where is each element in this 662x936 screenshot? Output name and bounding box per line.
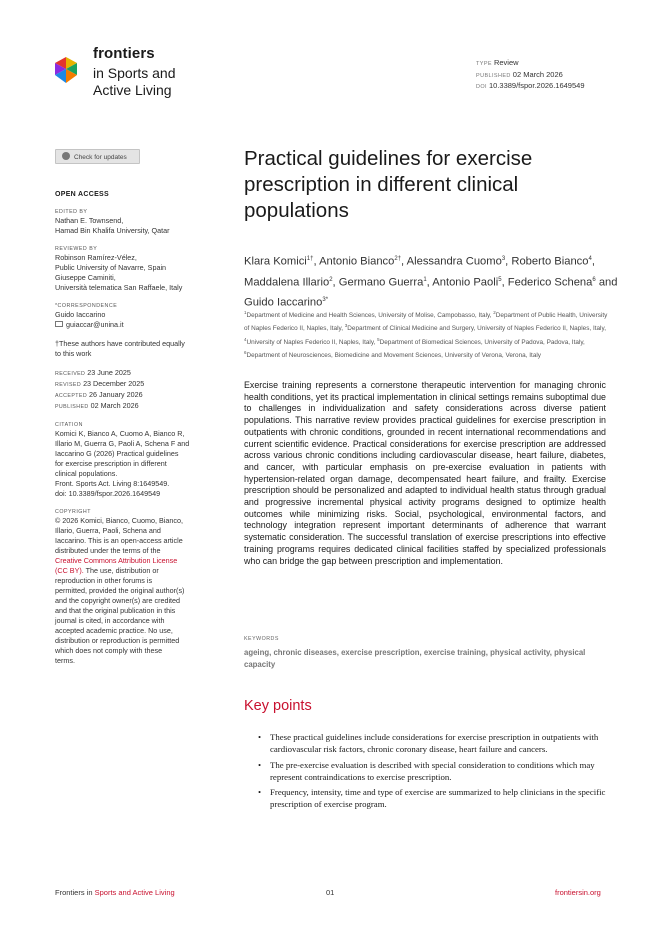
brand-name: frontiers [93, 45, 155, 62]
article-title [244, 146, 624, 224]
copyright-label: COPYRIGHT [55, 509, 91, 515]
affiliation-number: 4 [244, 336, 247, 342]
received-label: RECEIVED [55, 371, 86, 377]
footer-prefix: Frontiers in [55, 888, 95, 897]
equal-contribution-note-cont: to this work [55, 349, 92, 358]
copyright-line: Iaccarino. This is an open-access article [55, 536, 183, 545]
keywords: ageing, chronic diseases, exercise prescription, exercise training, physical activity, physical capacity [244, 648, 586, 669]
edited-by-label: EDITED BY [55, 209, 88, 215]
author-separator: , [505, 255, 512, 268]
author-affiliation-marker: 2 [329, 276, 333, 283]
citation-line: doi: 10.3389/fspor.2026.1649549 [55, 489, 161, 498]
frontiers-logo-icon [55, 57, 77, 83]
author-separator: , [401, 255, 407, 268]
license-link[interactable]: Creative Commons Attribution License [55, 556, 178, 565]
citation-line: Front. Sports Act. Living 8:1649549. [55, 479, 170, 488]
editor-affiliation: Hamad Bin Khalifa University, Qatar [55, 226, 170, 235]
citation-line: Komici K, Bianco A, Cuomo A, Bianco R, [55, 429, 185, 438]
author-name[interactable]: Germano Guerra [338, 276, 424, 289]
author-affiliation-marker: 3* [322, 297, 329, 304]
open-access-label: OPEN ACCESS [55, 191, 109, 198]
reviewer-affiliation: Public University of Navarre, Spain [55, 263, 167, 272]
author-affiliation-marker: 5 [498, 276, 502, 283]
key-point-item: • These practical guidelines include considerations for exercise prescription in outpatients with cardiovascular risk factors, chronic coronary disease, heart failure and cancers. [244, 731, 606, 756]
editor-name: Nathan E. Townsend, [55, 216, 124, 225]
footer-journal [55, 888, 175, 897]
reviewer-affiliation: Università telematica San Raffaele, Italy [55, 283, 183, 292]
citation-line: Iaccarino G (2026) Practical guidelines [55, 449, 179, 458]
affiliation-text: Department of Neurosciences, Biomedicine and Movement Sciences, University of Verona, Verona, Italy [246, 352, 541, 360]
reviewer-name: Giuseppe Caminiti, [55, 273, 116, 282]
citation-text [55, 429, 205, 499]
affiliation-text: University of Naples Federico II, Naples, Italy, [246, 338, 378, 346]
update-check-icon [62, 152, 70, 160]
received-date [55, 368, 205, 379]
title-line: prescription in different clinical [244, 173, 519, 196]
equal-contribution-note: †These authors have contributed equally [55, 339, 185, 348]
revised-label: REVISED [55, 382, 82, 388]
author-name[interactable]: Klara Komici [244, 255, 307, 268]
copyright-line: Illario, Guerra, Paoli, Schena and [55, 526, 161, 535]
affiliation-text: Department of Clinical Medicine and Surgery, University of Naples Federico II, Naples, Italy, [347, 325, 606, 333]
key-point-item: • Frequency, intensity, time and type of exercise are summarized to help clinicians in the specific prescription of exercise program. [244, 786, 606, 811]
keywords-label: KEYWORDS [244, 636, 279, 642]
abstract: Exercise training represents a cornerstone therapeutic intervention for managing chronic health conditions, yet its practical implementation in clinical settings remains suboptimal due to challenges in individualization and safety considerations across diverse patient populations. This narrative review provides practical guidelines for exercise prescription in outpatients with chronic conditions, grounded in recent international recommendations and current scientific evidence. Practical considerations for exercise prescription are addressed across various chronic conditions including cardiovascular disease, heart failure, diabetes, and cancer, with particular emphasis on pre-exercise evaluation in patients with hypertension-related organ damage, decompensated heart failure, and frailty. Exercise prescription should be personalized and adapted to individual health status through gradual and progressive incremental physical activity programs designed to optimize health outcomes while minimizing risks. Social, psychological, environmental factors, and technology integration represent important determinants of adherence that warrant systematic consideration. The successful translation of exercise prescriptions into effective training programs requires dedicated clinical facilities staffed by specialized professionals who can bridge the gap between prescription and implementation. [244, 380, 606, 566]
journal-name-line1: in Sports and [93, 65, 176, 81]
published-label: PUBLISHED [476, 72, 511, 79]
affiliation-number: 3 [344, 323, 348, 329]
author-affiliation-marker: 6 [592, 276, 596, 283]
copyright-text [55, 516, 205, 666]
affiliation-text: Department of Public Health, University of Naples Federico II, Naples, Italy, [244, 312, 608, 333]
received-value: 23 June 2025 [87, 368, 131, 377]
type-label: TYPE [476, 61, 492, 67]
check-for-updates-label: Check for updates [74, 154, 127, 161]
copyright-line: accepted academic practice. No use, [55, 626, 173, 635]
copyright-line: terms. [55, 656, 75, 665]
reviewer-name: Robinson Ramírez-Vélez, [55, 253, 137, 262]
revised-value: 23 December 2025 [83, 379, 145, 388]
affiliation-text: Department of Biomedical Sciences, University of Padova, Padova, Italy, [379, 338, 585, 346]
revised-date [55, 379, 205, 390]
copyright-line: journal is cited, in accordance with [55, 616, 165, 625]
citation-line: clinical populations. [55, 469, 118, 478]
check-for-updates-button[interactable] [55, 149, 140, 164]
license-link-cont[interactable]: (CC BY). [55, 566, 84, 575]
published-label: PUBLISHED [55, 404, 89, 410]
affiliation-number: 1 [244, 310, 247, 315]
copyright-line: reproduction in other forums is [55, 576, 153, 585]
author-affiliation-marker: 4 [588, 256, 592, 262]
affiliation-number: 5 [377, 336, 380, 342]
author-name[interactable]: Alessandra Cuomo [406, 255, 502, 268]
author-affiliation-marker: 3 [501, 256, 506, 262]
author-name[interactable]: Federico Schena [507, 276, 593, 289]
author-separator: , [426, 276, 433, 289]
copyright-line: which does not comply with these [55, 646, 163, 655]
copyright-line: and that the original publication in this [55, 606, 176, 615]
reviewed-by-label: REVIEWED BY [55, 246, 98, 252]
correspondence-name: Guido Iaccarino [55, 310, 106, 319]
article-sidebar [55, 190, 205, 666]
author-name[interactable]: Maddalena Illario [244, 276, 330, 289]
accepted-value: 26 January 2026 [89, 390, 143, 399]
citation-label: CITATION [55, 422, 83, 428]
affiliation-number: 2 [493, 310, 496, 315]
correspondence-label: *CORRESPONDENCE [55, 303, 118, 309]
title-line: populations [244, 199, 349, 222]
doi-label: DOI [476, 84, 487, 90]
correspondence-email[interactable]: guiaccar@unina.it [66, 320, 124, 329]
accepted-date [55, 390, 205, 401]
author-list [244, 250, 624, 312]
citation-line: Illario M, Guerra G, Paoli A, Schena F and [55, 439, 190, 448]
copyright-line: and the copyright owner(s) are credited [55, 596, 181, 605]
affiliation-number: 6 [244, 350, 247, 356]
key-point-item: • The pre-exercise evaluation is described with special consideration to conditions which may represent contraindications to exercise prescription. [244, 759, 606, 784]
author-name[interactable]: Guido Iaccarino [244, 297, 323, 310]
author-separator: , [501, 276, 508, 289]
published-value: 02 March 2026 [512, 69, 563, 79]
key-points-heading: Key points [244, 698, 312, 714]
citation-line: for exercise prescription in different [55, 459, 167, 468]
affiliation-text: Department of Medicine and Health Sciences, University of Molise, Campobasso, Italy, [246, 312, 494, 320]
published-value: 02 March 2026 [90, 401, 139, 410]
correspondence-email-row[interactable] [55, 320, 205, 330]
author-name[interactable]: Antonio Paoli [432, 276, 499, 289]
type-value: Review [493, 58, 519, 67]
doi-value[interactable]: 10.3389/fspor.2026.1649549 [488, 81, 585, 90]
published-date [55, 401, 205, 412]
author-separator: , [313, 255, 320, 268]
author-affiliation-marker: 1 [423, 276, 427, 283]
copyright-line: © 2026 Komici, Bianco, Cuomo, Bianco, [55, 516, 183, 525]
page-number: 01 [326, 888, 335, 897]
author-affiliation-marker: 2† [394, 256, 402, 262]
author-name[interactable]: Antonio Bianco [319, 255, 395, 268]
envelope-icon [55, 321, 63, 327]
copyright-line: distribution or reproduction is permitted [55, 636, 180, 645]
author-separator: , [332, 276, 339, 289]
author-affiliation-marker: 1† [306, 256, 314, 262]
author-separator: , [591, 255, 595, 268]
accepted-label: ACCEPTED [55, 393, 88, 399]
journal-logo [55, 45, 205, 100]
key-points-list [244, 731, 606, 814]
copyright-line: The use, distribution or [83, 566, 159, 575]
affiliations [244, 308, 612, 362]
author-separator: and [595, 276, 618, 289]
author-name[interactable]: Roberto Bianco [511, 255, 589, 268]
copyright-line: permitted, provided the original author(s) [55, 586, 185, 595]
copyright-line: distributed under the terms of the [55, 546, 161, 555]
footer-journal-link[interactable]: Sports and Active Living [94, 888, 175, 897]
journal-name-line2: Active Living [93, 82, 172, 98]
footer-site-link[interactable]: frontiersin.org [555, 888, 601, 897]
article-meta [476, 58, 585, 93]
title-line: Practical guidelines for exercise [244, 147, 533, 170]
